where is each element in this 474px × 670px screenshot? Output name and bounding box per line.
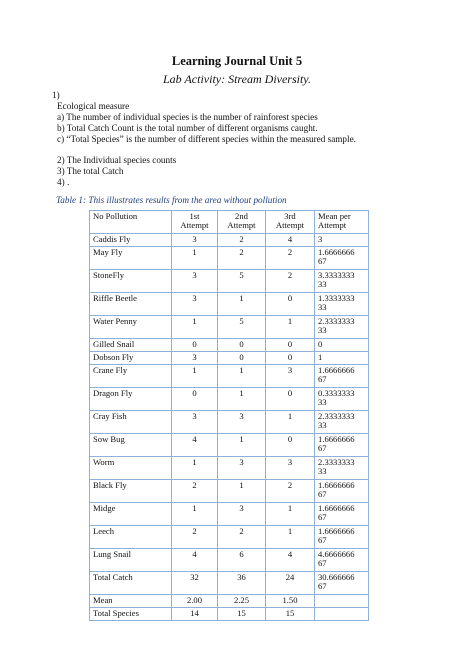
table-row-label: Crane Fly <box>90 365 172 388</box>
table-row-cell: 3 <box>266 457 315 480</box>
table-header-cell: Mean per Attempt <box>315 211 369 234</box>
table-row-cell: 1 <box>218 434 266 457</box>
answer-2: 2) The Individual species counts <box>57 155 177 165</box>
table-row-cell: 0 <box>266 352 315 365</box>
table-row <box>90 270 369 293</box>
answer-4: 4) . <box>57 177 70 187</box>
table-row-cell: 2.25 <box>218 595 266 608</box>
table-row-cell: 2 <box>266 270 315 293</box>
table-row <box>90 526 369 549</box>
table-row-cell: 1 <box>172 365 218 388</box>
table-row-cell: 4 <box>266 549 315 572</box>
table-row-label: Mean <box>90 595 172 608</box>
table-row-cell: 15 <box>218 608 266 621</box>
table-row-cell: 4 <box>266 234 315 247</box>
table-header-label: No Pollution <box>90 211 172 234</box>
table-row-cell: 1 <box>315 352 369 365</box>
table-row-cell: 4 <box>172 549 218 572</box>
table-header-cell: 3rd Attempt <box>266 211 315 234</box>
table-row-cell <box>315 608 369 621</box>
table-row-cell: 3 <box>172 411 218 434</box>
table-row-label: Total Species <box>90 608 172 621</box>
table-row <box>90 434 369 457</box>
table-row-cell: 0 <box>266 339 315 352</box>
table-row-cell: 3 <box>172 270 218 293</box>
species-table <box>89 210 369 621</box>
table-row-cell: 2.3333333 33 <box>315 457 369 480</box>
table-row-label: Riffle Beetle <box>90 293 172 316</box>
table-row-cell: 3 <box>266 365 315 388</box>
table-row-cell: 0 <box>218 339 266 352</box>
section-heading: Ecological measure <box>57 101 130 111</box>
table-row-label: Gilled Snail <box>90 339 172 352</box>
table-row-label: Caddis Fly <box>90 234 172 247</box>
table-row-label: StoneFly <box>90 270 172 293</box>
table-row-cell: 5 <box>218 316 266 339</box>
table-row-cell: 2 <box>218 234 266 247</box>
table-row <box>90 293 369 316</box>
table-row-cell: 1.6666666 67 <box>315 526 369 549</box>
item-a: a) The number of individual species is the number of rainforest species <box>57 112 318 122</box>
table-header-row <box>90 211 369 234</box>
table-row-cell: 0 <box>172 388 218 411</box>
table-row-label: May Fly <box>90 247 172 270</box>
table-row-cell: 6 <box>218 549 266 572</box>
document-title: Learning Journal Unit 5 <box>171 54 303 68</box>
table-row-cell: 4 <box>172 434 218 457</box>
table-row-cell: 2 <box>218 247 266 270</box>
table-row-cell: 3 <box>218 457 266 480</box>
table-row-cell: 3 <box>172 352 218 365</box>
table-row-cell: 0 <box>266 293 315 316</box>
table-row-cell: 3.3333333 33 <box>315 270 369 293</box>
table-row-label: Midge <box>90 503 172 526</box>
table-row-cell: 1 <box>218 388 266 411</box>
table-row-cell: 0 <box>218 352 266 365</box>
table-row-cell: 1 <box>172 457 218 480</box>
table-row-cell: 3 <box>218 411 266 434</box>
document-subtitle: Lab Activity: Stream Diversity. <box>163 72 311 86</box>
item-c: c) “Total Species” is the number of different species within the measured sample. <box>57 134 356 144</box>
table-row-label: Dragon Fly <box>90 388 172 411</box>
table-row-cell: 1 <box>172 247 218 270</box>
table-row-cell: 3 <box>315 234 369 247</box>
table-row <box>90 608 369 621</box>
table-row-label: Total Catch <box>90 572 172 595</box>
table-row-cell: 1.50 <box>266 595 315 608</box>
table-row-cell: 1.6666666 67 <box>315 365 369 388</box>
table-row <box>90 457 369 480</box>
table-row-cell: 1.6666666 67 <box>315 247 369 270</box>
table-row <box>90 572 369 595</box>
table-row-cell: 1 <box>218 480 266 503</box>
table-row-cell: 1 <box>218 365 266 388</box>
table-row <box>90 411 369 434</box>
table-row-cell: 24 <box>266 572 315 595</box>
table-row-label: Black Fly <box>90 480 172 503</box>
table-row <box>90 234 369 247</box>
table-row <box>90 503 369 526</box>
table-row-cell: 30.666666 67 <box>315 572 369 595</box>
table-row-cell: 1.6666666 67 <box>315 503 369 526</box>
table-row-cell: 1 <box>172 503 218 526</box>
table-header-cell: 2nd Attempt <box>218 211 266 234</box>
table-caption: Table 1: This illustrates results from the area without pollution <box>56 195 287 205</box>
table-row-cell: 15 <box>266 608 315 621</box>
table-row-label: Sow Bug <box>90 434 172 457</box>
table-row-cell: 36 <box>218 572 266 595</box>
table-row-cell: 3 <box>172 234 218 247</box>
table-row-cell: 3 <box>172 293 218 316</box>
table-row-cell: 1 <box>172 316 218 339</box>
table-row-cell: 5 <box>218 270 266 293</box>
table-row-cell: 32 <box>172 572 218 595</box>
table-row-cell: 1 <box>266 503 315 526</box>
table-row-label: Cray Fish <box>90 411 172 434</box>
question-number: 1) <box>52 90 60 100</box>
table-row-cell: 0.3333333 33 <box>315 388 369 411</box>
table-row-cell: 0 <box>172 339 218 352</box>
table-row <box>90 480 369 503</box>
table-row-cell: 1 <box>218 293 266 316</box>
table-row-label: Leech <box>90 526 172 549</box>
table-row-cell: 1 <box>266 316 315 339</box>
table-row-cell: 1.6666666 67 <box>315 434 369 457</box>
table-row-cell: 2.3333333 33 <box>315 411 369 434</box>
table-row <box>90 247 369 270</box>
table-row-cell: 0 <box>266 434 315 457</box>
table-row <box>90 365 369 388</box>
table-row-cell: 2.00 <box>172 595 218 608</box>
table-row-cell: 14 <box>172 608 218 621</box>
table-row-cell: 3 <box>218 503 266 526</box>
answer-3: 3) The total Catch <box>57 166 124 176</box>
table-row-label: Water Penny <box>90 316 172 339</box>
table-row-cell: 2 <box>172 526 218 549</box>
table-row-cell <box>315 595 369 608</box>
table-row-label: Lung Snail <box>90 549 172 572</box>
table-row-cell: 2 <box>172 480 218 503</box>
table-row-cell: 1.6666666 67 <box>315 480 369 503</box>
table-row-cell: 0 <box>266 388 315 411</box>
table-row <box>90 549 369 572</box>
table-row-cell: 2 <box>266 480 315 503</box>
table-row-label: Worm <box>90 457 172 480</box>
table-row-cell: 2 <box>218 526 266 549</box>
table-row-label: Dobson Fly <box>90 352 172 365</box>
table-row <box>90 352 369 365</box>
table-row-cell: 4.6666666 67 <box>315 549 369 572</box>
table-row-cell: 0 <box>315 339 369 352</box>
table-row-cell: 2 <box>266 247 315 270</box>
table-row <box>90 595 369 608</box>
table-row <box>90 339 369 352</box>
table-row <box>90 316 369 339</box>
item-b: b) Total Catch Count is the total number of different organisms caught. <box>57 123 318 133</box>
table-row <box>90 388 369 411</box>
table-row-cell: 2.3333333 33 <box>315 316 369 339</box>
table-row-cell: 1 <box>266 411 315 434</box>
table-row-cell: 1.3333333 33 <box>315 293 369 316</box>
table-row-cell: 1 <box>266 526 315 549</box>
table-header-cell: 1st Attempt <box>172 211 218 234</box>
